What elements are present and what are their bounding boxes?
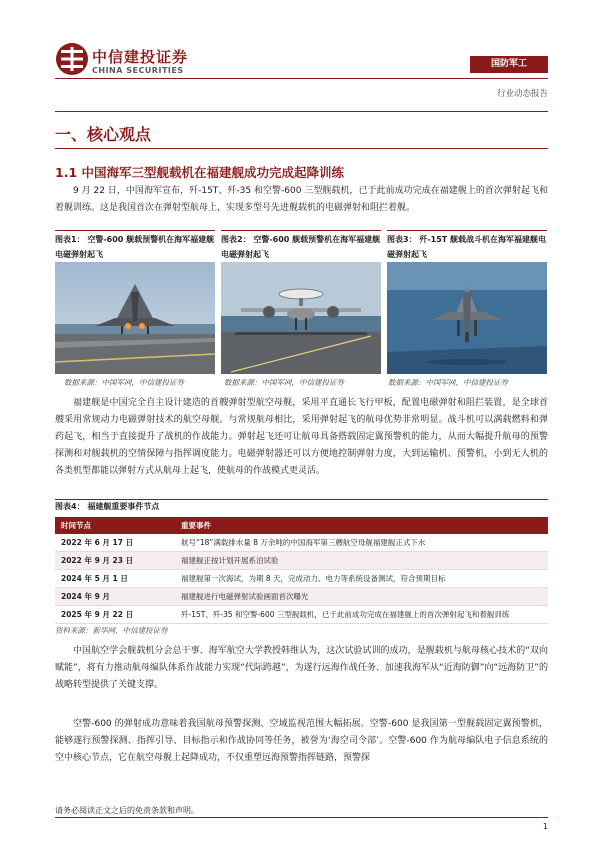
report-type: 行业动态报告 [496, 89, 548, 99]
j15-jet-photo-icon [55, 262, 215, 374]
figure-1-caption: 图表1： 空警-600 舰载预警机在海军福建舰电磁弹射起飞 [55, 235, 215, 259]
table-caption-rule [55, 499, 548, 500]
section-divider-top [55, 111, 548, 112]
section-title: 一、核心观点 [55, 125, 152, 144]
table-cell-date: 2024 年 9 月 [55, 588, 175, 606]
footer-divider [55, 817, 548, 818]
table-row [55, 552, 548, 570]
paragraph-3: 中国航空学会舰载机分会总干事、海军航空大学教授韩维认为，这次试验试训的成功，是舰载机与航母核心技术的“双向赋能”，将有力推动航母编队体系作战能力实现“代际跨越”，为遂行远海作战任务、加速我海军从“近海防御”向“远海防卫”的战略转型提供了关键支撑。 [55, 646, 548, 690]
figure-2-rule [221, 230, 381, 231]
table-caption: 图表4： 福建舰重要事件节点 [55, 502, 160, 511]
figure-2-caption: 图表2： 空警-600 舰载预警机在海军福建舰电磁弹射起飞 [221, 235, 381, 259]
logo-english-name: CHINA SECURITIES [92, 66, 184, 75]
table-cell-event: 歼-15T、歼-35 和空警-600 三型舰载机，已于此前成功完成在福建舰上的首次弹射起飞和着舰训练 [175, 606, 548, 624]
table-cell-date: 2022 年 9 月 23 日 [55, 552, 175, 570]
table-cell-date: 2022 年 6 月 17 日 [55, 534, 175, 552]
events-table [55, 517, 548, 624]
table-cell-event: 航号“18”满载排水量 8 万余吨的中国海军第三艘航空母舰福建舰正式下水 [175, 534, 548, 552]
figure-1-rule [55, 230, 215, 231]
paragraph-4: 空警-600 的弹射成功意味着我国航母预警探测、空域监视范围大幅拓展。空警-600 是我国第一型舰载固定翼预警机，能够遂行预警探测、指挥引导、目标指示和作战协同等任务，被誉为‘海空司令部’。空警-600 作为航母编队电子信息系统的空中核心节点，它在航空母舰上起降成功，不仅重塑远海预警指挥链路，预警探 [55, 719, 548, 763]
table-row [55, 570, 548, 588]
subsection-title: 1.1 中国海军三型舰载机在福建舰成功完成起降训练 [55, 165, 344, 180]
figure-2-source: 数据来源：中国军网，中信建投证券 [224, 378, 344, 387]
table-cell-event: 福建舰第一次海试，为期 8 天，完成动力、电力等系统设备测试，符合预期目标 [175, 570, 548, 588]
header-divider [55, 78, 548, 79]
table-source: 资料来源：新华网，中信建投证券 [55, 626, 168, 635]
table-cell-event: 福建舰正按计划开展系泊试验 [175, 552, 548, 570]
figure-1-source: 数据来源：中国军网，中信建投证券 [64, 378, 184, 387]
category-tag: 国防军工 [470, 56, 548, 73]
company-logo-icon [55, 42, 89, 76]
figure-3-caption: 图表3： 歼-15T 舰载战斗机在海军福建舰电磁弹射起飞 [387, 235, 547, 259]
section-divider-bottom [55, 148, 548, 149]
paragraph-1: 9 月 22 日，中国海军宣布，歼-15T、歼-35 和空警-600 三型舰载机，已于此前成功完成在福建舰上的首次弹射起飞和着舰训练。这是我国首次在弹射型航母上，实现多型号先进舰载机的电磁弹射和阻拦着舰。 [55, 186, 548, 213]
table-header-row [55, 517, 548, 534]
table-cell-date: 2025 年 9 月 22 日 [55, 606, 175, 624]
table-row [55, 606, 548, 624]
table-header-event: 重要事件 [175, 517, 548, 534]
logo-chinese-name: 中信建投证券 [92, 48, 189, 66]
paragraph-2: 福建舰是中国完全自主设计建造的首艘弹射型航空母舰，采用平直通长飞行甲板，配置电磁弹射和阻拦装置，是全球首艘采用常规动力电磁弹射技术的航空母舰。与常规航母相比，采用弹射起飞的航母优势非常明显。战斗机可以满载燃料和弹药起飞，相当于直接提升了战机的作战能力。弹射起飞还可让航母具备搭载固定翼预警机的能力，从而大幅提升航母的预警探测和对舰载机的空情保障与指挥调度能力。电磁弹射器还可以方便地控制弹射力度，大到运输机、预警机，小到无人机的各类机型都能以弹射方式从航母上起飞，使航母的作战模式更灵活。 [55, 398, 548, 476]
table-cell-date: 2024 年 5 月 1 日 [55, 570, 175, 588]
table-cell-event: 福建舰进行电磁弹射试验画面首次曝光 [175, 588, 548, 606]
table-header-date: 时间节点 [55, 517, 175, 534]
page-number: 1 [542, 822, 548, 831]
j15t-jet-photo-icon [387, 262, 547, 374]
figure-3-rule [387, 230, 547, 231]
table-row [55, 588, 548, 606]
table-row [55, 534, 548, 552]
kj600-awacs-photo-icon [221, 262, 381, 374]
disclaimer-note: 请务必阅读正文之后的免责条款和声明。 [55, 806, 199, 815]
figure-3-source: 数据来源：中国军网，中信建投证券 [388, 378, 508, 387]
